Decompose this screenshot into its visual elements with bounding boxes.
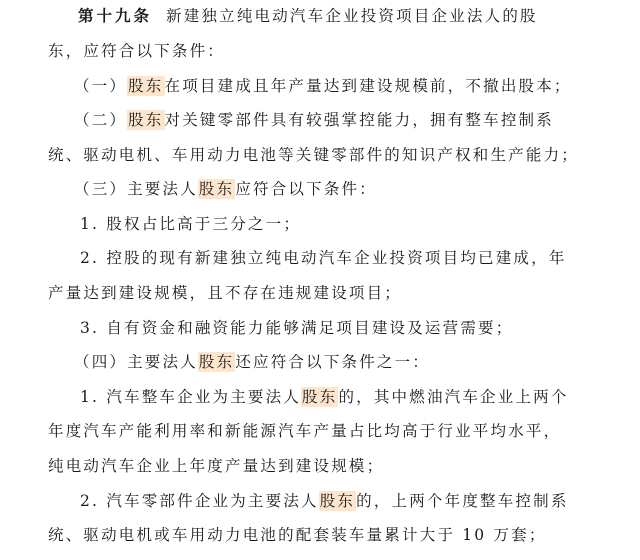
doc-line bbox=[48, 522, 547, 548]
clause-text: 的，上两个年度整车控制系 bbox=[356, 492, 569, 510]
clause-label: （二） bbox=[74, 111, 128, 129]
clause-text: 还应符合以下条件之一： bbox=[235, 353, 431, 371]
clause-4 bbox=[74, 349, 430, 375]
clause-text: 应符合以下条件： bbox=[235, 180, 377, 198]
doc-line bbox=[48, 418, 561, 444]
doc-line-text: 统、驱动电机或车用动力电池的配套装车量累计大于 10 万套； bbox=[48, 526, 547, 544]
doc-line bbox=[48, 453, 384, 479]
highlighted-term: 股东 bbox=[128, 111, 164, 129]
doc-line-text: 产量达到建设规模，且不存在违规建设项目； bbox=[48, 284, 403, 302]
article-text: 新建独立纯电动汽车企业投资项目企业法人的股 bbox=[166, 7, 538, 25]
clause-text: 的，其中燃油汽车企业上两个 bbox=[338, 388, 569, 406]
doc-line bbox=[48, 38, 225, 64]
highlighted-term: 股东 bbox=[319, 492, 356, 510]
highlighted-term: 股东 bbox=[198, 180, 235, 198]
doc-line bbox=[48, 280, 402, 306]
doc-line-text: 3. 自有资金和融资能力能够满足项目建设及运营需要； bbox=[80, 319, 514, 337]
doc-line-text: 1. 股权占比高于三分之一； bbox=[80, 215, 302, 233]
doc-line-text: 年度汽车产能利用率和新能源汽车产量占比均高于行业平均水平， bbox=[48, 422, 562, 440]
sub-item-3 bbox=[80, 315, 513, 341]
doc-line-text: 2. 控股的现有新建独立纯电动汽车企业投资项目均已建成，年 bbox=[80, 249, 567, 267]
clause-3 bbox=[74, 176, 377, 202]
sub-item-2 bbox=[80, 245, 567, 271]
clause-label: 1. 汽车整车企业为主要法人 bbox=[80, 388, 302, 406]
clause-label: （三）主要法人 bbox=[74, 180, 198, 198]
clause-text: 对关键零部件具有较强掌控能力，拥有整车控制系 bbox=[164, 111, 554, 129]
clause-2 bbox=[74, 107, 554, 133]
clause-label: （一） bbox=[74, 77, 128, 95]
clause-1 bbox=[74, 73, 572, 99]
clause-label: （四）主要法人 bbox=[74, 353, 198, 371]
doc-line bbox=[48, 142, 579, 168]
highlighted-term: 股东 bbox=[128, 77, 164, 95]
highlighted-term: 股东 bbox=[302, 388, 338, 406]
sub-item-4-2 bbox=[80, 488, 569, 514]
sub-item-4-1 bbox=[80, 384, 569, 410]
doc-line-text: 东，应符合以下条件： bbox=[48, 42, 226, 60]
clause-label: 2. 汽车零部件企业为主要法人 bbox=[80, 492, 319, 510]
sub-item-1 bbox=[80, 211, 301, 237]
doc-line-text: 纯电动汽车企业上年度产量达到建设规模； bbox=[48, 457, 385, 475]
highlighted-term: 股东 bbox=[198, 353, 235, 371]
doc-line-text: 统、驱动电机、车用动力电池等关键零部件的知识产权和生产能力； bbox=[48, 146, 580, 164]
article-title: 第十九条 bbox=[78, 6, 153, 25]
article-first-line bbox=[78, 3, 538, 29]
clause-text: 在项目建成且年产量达到建设规模前，不撤出股本； bbox=[164, 77, 572, 95]
